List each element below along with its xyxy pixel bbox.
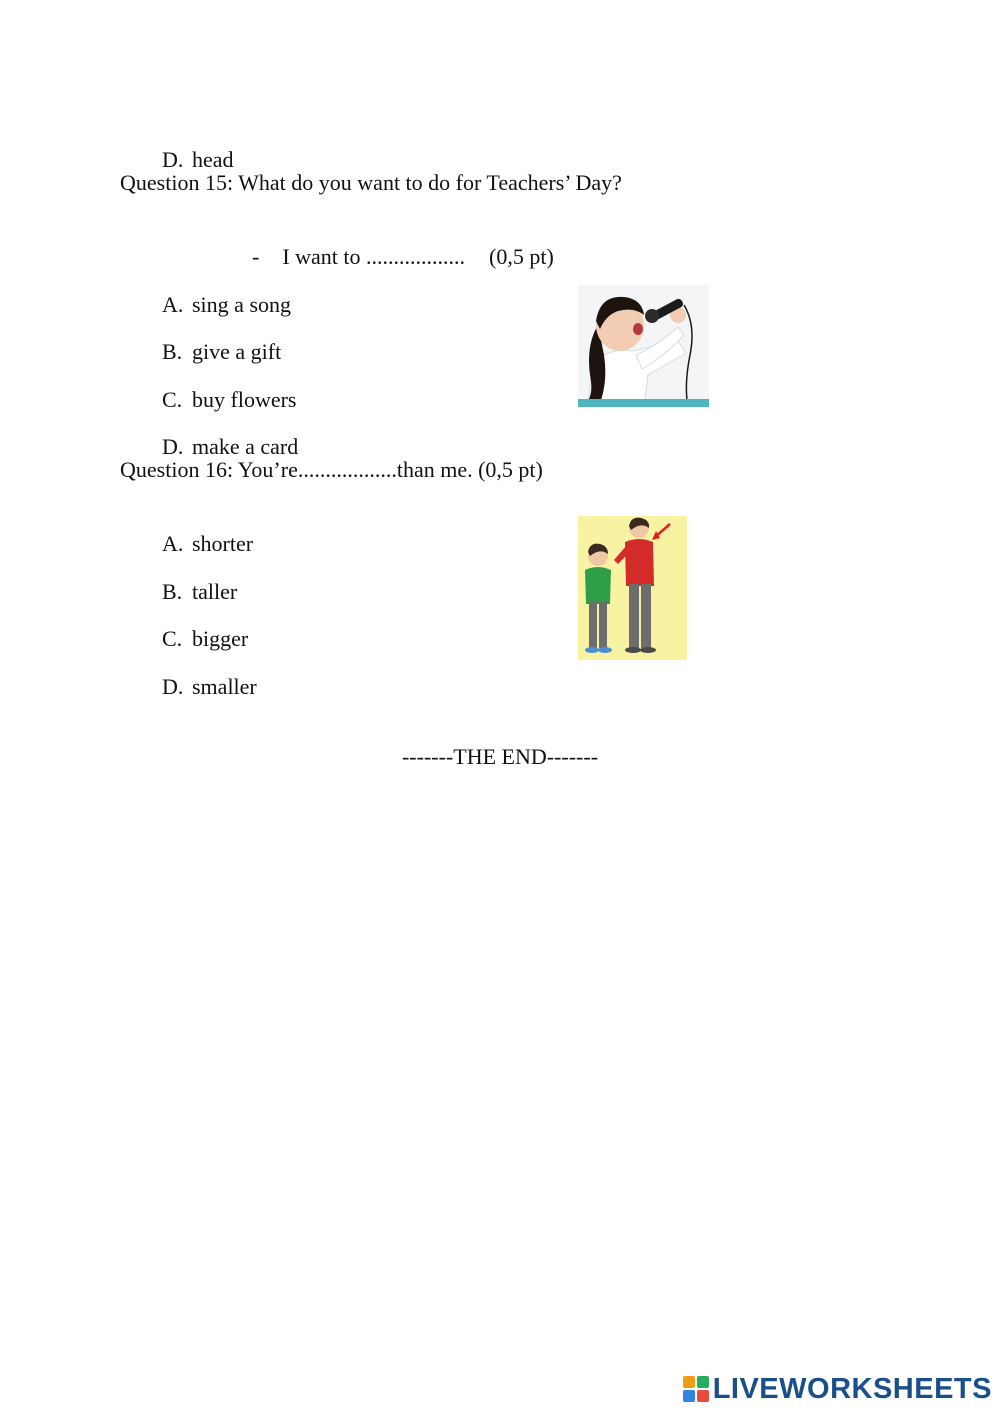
option-text: smaller — [192, 674, 257, 699]
option-text: sing a song — [192, 292, 291, 317]
logo-text: LIVEWORKSHEETS — [712, 1372, 992, 1405]
option-letter: D. — [162, 674, 184, 699]
question-15-prompt — [241, 218, 554, 270]
option-d-head — [151, 121, 234, 173]
option-text: taller — [192, 579, 238, 604]
q15-option-c[interactable] — [151, 361, 296, 413]
q16-option-c[interactable] — [151, 600, 248, 652]
prompt-text: I want to .................. — [282, 244, 466, 269]
q16-option-a[interactable] — [151, 505, 253, 557]
question-16-text: Question 16: You’re..................than me. (0,5 pt) — [120, 457, 543, 482]
option-letter: D. — [162, 147, 184, 172]
option-text: shorter — [192, 531, 254, 556]
option-letter: C. — [162, 387, 183, 412]
logo-icon — [683, 1376, 709, 1402]
liveworksheets-logo — [683, 1371, 992, 1407]
the-end-text: -------THE END------- — [401, 744, 599, 769]
option-text: give a gift — [192, 339, 282, 364]
option-letter: C. — [162, 626, 183, 651]
option-letter: D. — [162, 434, 184, 459]
question-15-text: Question 15: What do you want to do for Teachers’ Day? — [120, 170, 622, 195]
option-text: head — [192, 147, 234, 172]
q15-option-b[interactable] — [151, 313, 281, 365]
option-letter: A. — [162, 292, 184, 317]
option-letter: A. — [162, 531, 184, 556]
option-letter: B. — [162, 579, 183, 604]
q15-option-d[interactable] — [151, 408, 298, 460]
two-boys-height-image — [578, 516, 687, 660]
points-label: (0,5 pt) — [489, 244, 554, 269]
q15-option-a[interactable] — [151, 266, 291, 318]
q16-option-b[interactable] — [151, 553, 237, 605]
prompt-dash: - — [252, 244, 260, 269]
option-letter: B. — [162, 339, 183, 364]
singing-girl-image — [578, 285, 709, 407]
q16-option-d[interactable] — [151, 648, 257, 700]
option-text: bigger — [192, 626, 249, 651]
option-text: make a card — [192, 434, 299, 459]
option-text: buy flowers — [192, 387, 297, 412]
